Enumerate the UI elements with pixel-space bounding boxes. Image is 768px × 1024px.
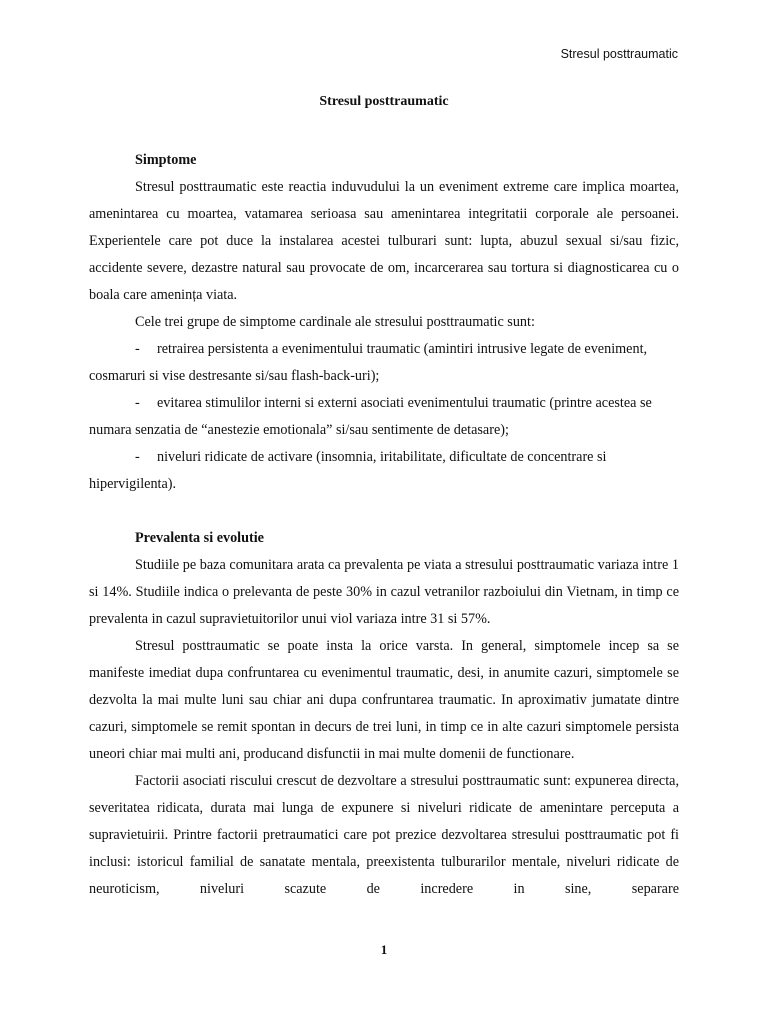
list-item-text: retrairea persistenta a evenimentului traumatic (amintiri intrusive legate de eveniment, cosmaruri si vise destresante si/sau flash-back-uri); bbox=[89, 341, 648, 384]
section-spacer bbox=[89, 498, 679, 525]
page-number: 1 bbox=[380, 942, 388, 957]
running-header: Stresul posttraumatic bbox=[560, 47, 678, 61]
list-item bbox=[89, 336, 679, 390]
paragraph: Stresul posttraumatic se poate insta la orice varsta. In general, simptomele incep sa se manifeste imediat dupa confruntarea cu evenimentul traumatic, desi, in anumite cazuri, simptomele se dezvolta la mai multe luni sau chiar ani dupa confruntarea traumatic. In aproximativ jumatate dintre cazuri, simptomele se remit spontan in decurs de trei luni, in timp ce in alte cazuri simptomele persista uneori chiar mai multi ani, producand disfunctii in mai multe domenii de functionare. bbox=[89, 638, 679, 762]
paragraph: Cele trei grupe de simptome cardinale ale stresului posttraumatic sunt: bbox=[135, 314, 535, 330]
section-prevalenta bbox=[89, 525, 679, 903]
list-item bbox=[89, 444, 679, 498]
bullet-dash: - bbox=[135, 395, 140, 411]
section-simptome bbox=[89, 147, 679, 498]
paragraph: Stresul posttraumatic este reactia induvudului la un eveniment extreme care implica moartea, amenintarea cu moartea, vatamarea serioasa sau amenintarea integritatii corporale ale persoanei. Experientele care pot duce la instalarea acestei tulburari sunt: lupta, abuzul sexual si/sau fizic, accidente severe, dezastre natural sau provocate de om, incarcerarea sau tortura si diagnosticarea cu o boala care amenința viata. bbox=[89, 179, 679, 303]
paragraph: Factorii asociati riscului crescut de dezvoltare a stresului posttraumatic sunt: expunerea directa, severitatea ridicata, durata mai lunga de expunere si niveluri ridicate de amenintare perceputa a supravietuirii. Printre factorii pretraumatici care pot prezice dezvoltarea stresului posttraumatic pot fi inclusi: istoricul familial de sanatate mentala, preexistenta tulburarilor mentale, niveluri ridicate de neuroticism, niveluri scazute de incredere in sine, separare bbox=[89, 773, 679, 897]
bullet-dash: - bbox=[135, 341, 140, 357]
document-title: Stresul posttraumatic bbox=[319, 94, 449, 109]
list-item bbox=[89, 390, 679, 444]
list-item-text: evitarea stimulilor interni si externi asociati evenimentului traumatic (printre acestea se numara senzatia de “anestezie emotionala” si/sau sentimente de detasare); bbox=[89, 395, 652, 438]
paragraph: Studiile pe baza comunitara arata ca prevalenta pe viata a stresului posttraumatic variaza intre 1 si 14%. Studiile indica o prelevanta de peste 30% in cazul vetranilor razboiului din Vietnam, in timp ce prevalenta in cazul supravietuitorilor unui viol variaza intre 31 si 57%. bbox=[89, 557, 679, 627]
bullet-dash: - bbox=[135, 449, 140, 465]
section-heading: Simptome bbox=[135, 152, 197, 168]
section-heading: Prevalenta si evolutie bbox=[135, 530, 264, 546]
document-body bbox=[89, 147, 679, 903]
list-item-text: niveluri ridicate de activare (insomnia, iritabilitate, dificultate de concentrare si hipervigilenta). bbox=[89, 449, 607, 492]
